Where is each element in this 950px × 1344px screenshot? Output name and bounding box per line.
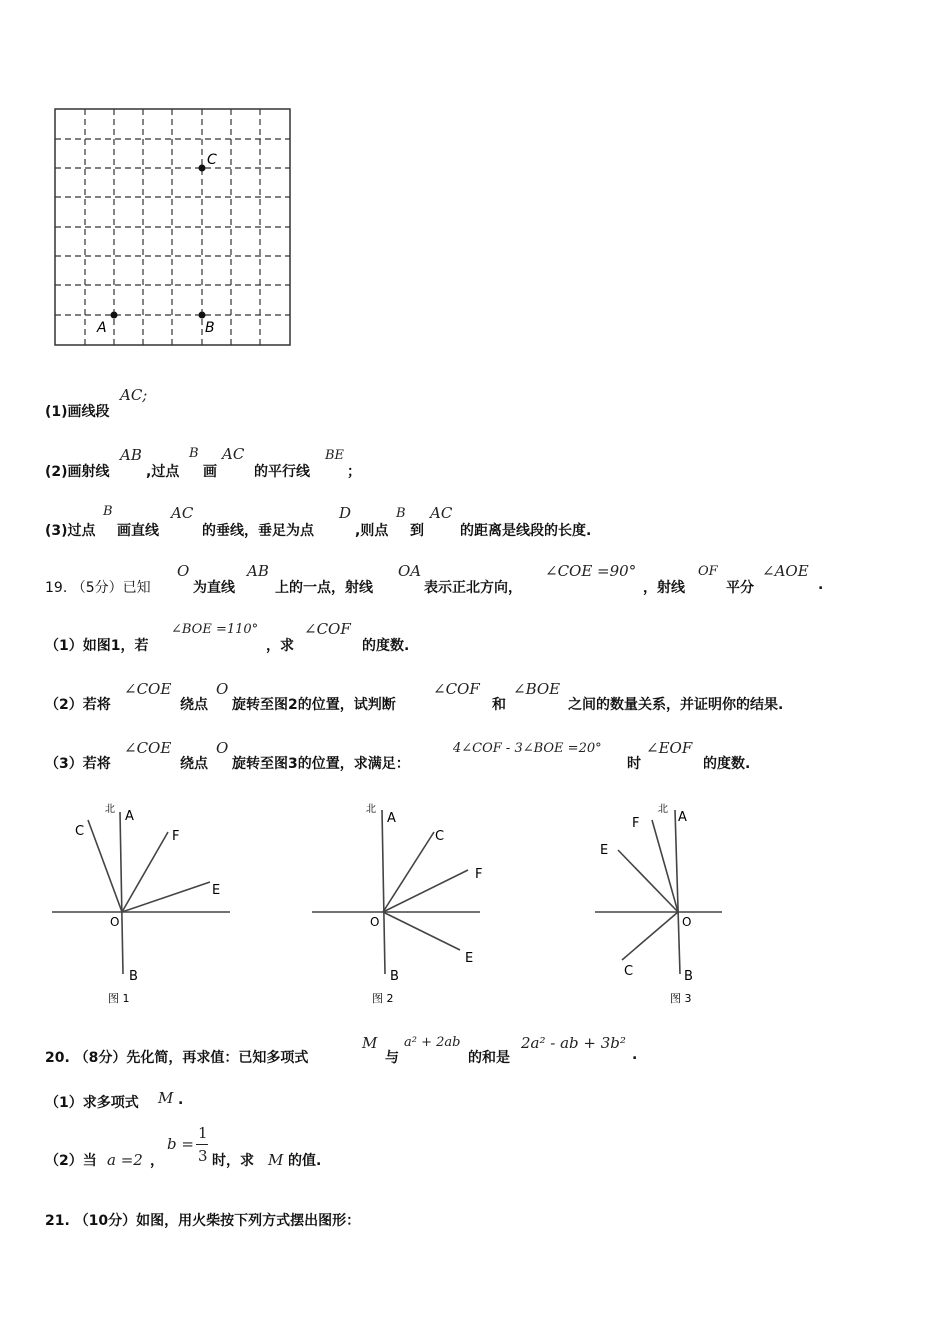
math: M [268, 1151, 284, 1169]
text: 旋转至图3的位置，求满足： [232, 756, 410, 772]
text: ,过点 [146, 464, 180, 480]
label-c: C [207, 152, 217, 168]
text: 21. （10分）如图，用火柴按下列方式摆出图形： [45, 1213, 361, 1229]
text: 的平行线 [254, 464, 310, 480]
text: 的距离是线段的长度. [460, 523, 592, 539]
text: 上的一点，射线 [275, 580, 373, 596]
north-label: 北 [366, 804, 376, 815]
label-a: A [125, 809, 134, 824]
text: 的值. [288, 1153, 322, 1169]
label-e: E [212, 883, 221, 898]
ray-oe [122, 882, 210, 912]
fraction-numerator: 1 [198, 1124, 208, 1142]
math: ∠AOE [762, 562, 809, 580]
text: 的度数. [703, 756, 751, 772]
q18-part3 [0, 500, 950, 560]
label-a: A [97, 320, 107, 336]
label-f: F [475, 867, 483, 882]
math: ∠COE =90° [545, 562, 637, 580]
label-e: E [465, 951, 474, 966]
label-b: B [390, 969, 399, 984]
label-e: E [600, 843, 609, 858]
math: M [362, 1034, 378, 1052]
label-o: O [682, 915, 692, 929]
text: （3）若将 [45, 756, 111, 772]
text: 时 [627, 756, 641, 772]
math: O [216, 680, 229, 698]
math: ∠COE [124, 739, 172, 757]
label-b: B [205, 320, 215, 336]
text: 画直线 [117, 523, 159, 539]
q19-sub1 [0, 618, 950, 678]
ray-oa-ob [675, 810, 680, 974]
text: 绕点 [180, 756, 208, 772]
text: 的和是 [468, 1050, 510, 1066]
ray-oe [383, 912, 460, 950]
text: 之间的数量关系，并证明你的结果. [568, 697, 784, 713]
caption: 图 3 [670, 992, 692, 1005]
point-c [199, 165, 206, 172]
ray-oa-ob [120, 812, 123, 974]
q19-header [0, 560, 950, 620]
label-c: C [75, 824, 85, 839]
math: D [339, 504, 352, 522]
figure-3 [590, 798, 730, 1013]
text: 平分 [726, 580, 754, 596]
math: O [216, 739, 229, 757]
label-c: C [624, 964, 634, 979]
label-b: B [129, 969, 138, 984]
ray-oa-ob [382, 810, 385, 974]
math: 4∠COF - 3∠BOE =20° [453, 741, 602, 756]
caption: 图 2 [372, 992, 394, 1005]
math: ∠BOE [513, 680, 561, 698]
north-label: 北 [658, 804, 668, 815]
label-f: F [172, 829, 180, 844]
math: B [396, 506, 406, 521]
label-b: B [684, 969, 693, 984]
text: 画 [203, 464, 217, 480]
text: （1）求多项式 [45, 1095, 139, 1111]
north-label: 北 [105, 804, 115, 815]
math: 2a² - ab + 3b² [521, 1034, 626, 1052]
math: ∠BOE =110° [171, 622, 259, 637]
label-o: O [110, 915, 120, 929]
text: ； [347, 464, 361, 480]
math: ∠COF [433, 680, 480, 698]
point-b [199, 312, 206, 319]
math: b = [167, 1135, 194, 1153]
math: B [103, 504, 113, 519]
math: AC [430, 504, 453, 522]
text: 到 [410, 523, 424, 539]
text: ，射线 [643, 580, 685, 596]
math: ∠COE [124, 680, 172, 698]
math: M [158, 1089, 174, 1107]
text: 绕点 [180, 697, 208, 713]
text: 表示正北方向， [424, 580, 522, 596]
q20-sub2 [0, 1120, 950, 1180]
text: (3)过点 [45, 523, 96, 539]
text: ，求 [266, 638, 294, 654]
text: 的度数. [362, 638, 410, 654]
math: BE [325, 448, 345, 463]
math: B [189, 446, 199, 461]
text: 时，求 [212, 1153, 254, 1169]
q20-header [0, 1030, 950, 1090]
grid-figure [50, 105, 300, 350]
figure-2 [310, 798, 510, 1013]
ray-of [122, 832, 168, 912]
text: （1）如图1，若 [45, 638, 149, 654]
q19-sub2 [0, 676, 950, 736]
ray-oc [88, 820, 122, 912]
math: a =2 [107, 1151, 143, 1169]
label-a: A [387, 811, 396, 826]
label-a: A [678, 810, 687, 825]
math: O [177, 562, 190, 580]
q18-part2 [0, 440, 950, 500]
grid-lines [55, 109, 290, 345]
text: 20. （8分）先化简，再求值：已知多项式 [45, 1050, 309, 1066]
text: 与 [385, 1050, 399, 1066]
text: 为直线 [193, 580, 235, 596]
q18-part1 [0, 380, 950, 440]
math: OA [398, 562, 422, 580]
text: 和 [492, 697, 506, 713]
label-f: F [632, 816, 640, 831]
text: ,则点 [355, 523, 389, 539]
math: AC [222, 445, 245, 463]
q19-sub3 [0, 736, 950, 796]
math: OF [698, 564, 718, 579]
math: ∠COF [304, 620, 351, 638]
text: （2）若将 [45, 697, 111, 713]
text: 旋转至图2的位置，试判断 [232, 697, 396, 713]
text: . [632, 1047, 638, 1063]
text: ， [150, 1153, 164, 1169]
label-o: O [370, 915, 380, 929]
math: AB [120, 446, 142, 464]
math-ac: AC; [120, 386, 148, 404]
math: ∠EOF [646, 739, 693, 757]
q18-p1-text: (1)画线段 [45, 404, 110, 420]
figure-1 [50, 798, 290, 1013]
text: 的垂线，垂足为点 [202, 523, 314, 539]
fraction-denominator: 3 [198, 1147, 208, 1165]
math: AB [247, 562, 269, 580]
point-a [111, 312, 118, 319]
math: a² + 2ab [404, 1035, 461, 1050]
q21-header [0, 1200, 950, 1260]
text: . [818, 577, 824, 593]
ray-oc [622, 912, 678, 960]
text: 19. （5分）已知 [45, 580, 151, 596]
caption: 图 1 [108, 992, 130, 1005]
label-c: C [435, 829, 445, 844]
text: . [178, 1092, 184, 1108]
text: （2）当 [45, 1153, 97, 1169]
math: AC [171, 504, 194, 522]
fraction-bar [196, 1144, 208, 1145]
text: (2)画射线 [45, 464, 110, 480]
